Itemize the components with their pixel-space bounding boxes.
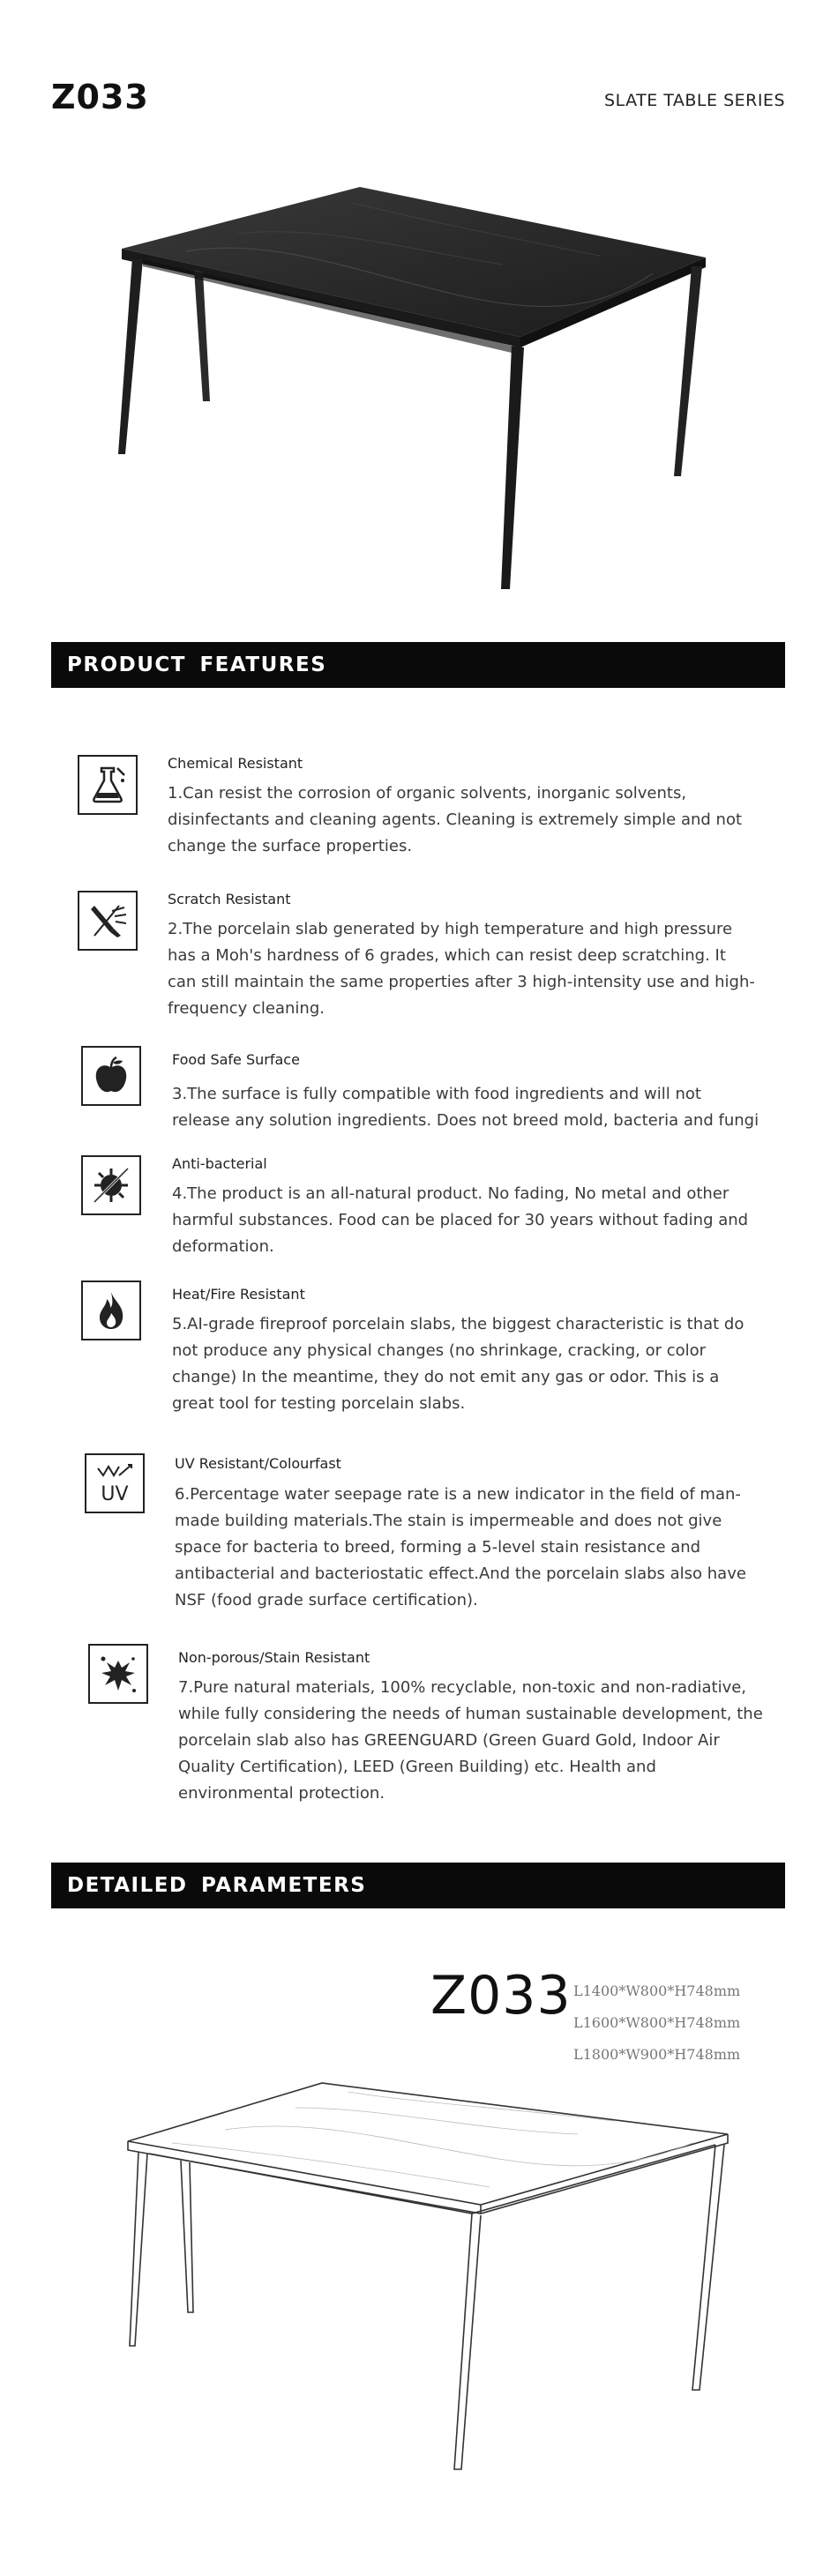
feature-name: Anti-bacterial xyxy=(172,1155,267,1172)
feature-description: 6.Percentage water seepage rate is a new indicator in the field of man-made building materials.The stain is impermeable and does not give space for bacteria to breed, forming a 5-level stain resistance and antibacterial and bacteriostatic effect.And the porcelain slabs also have NSF (food grade surface certification). xyxy=(175,1485,746,1609)
feature-description: 7.Pure natural materials, 100% recyclable, non-toxic and non-radiative, while fully considering the needs of human sustainable development, the porcelain slab also has GREENGUARD (Green Guard Gold, Indoor Air Quality Certification), LEED (Green Building) etc. Health and environmental protection. xyxy=(178,1678,763,1803)
stain-splash-icon xyxy=(88,1644,148,1704)
feature-description: 2.The porcelain slab generated by high temperature and high pressure has a Moh's hardness of 6 grades, which can resist deep scratching. It can still maintain the same properties after 3 high-intensity use and high-frequency cleaning. xyxy=(168,920,755,1018)
feature-description: 4.The product is an all-natural product. No fading, No metal and other harmful substances. Food can be placed for 30 years without fading and deformation. xyxy=(172,1184,749,1256)
flame-icon xyxy=(81,1281,141,1340)
size-list xyxy=(573,1975,740,2071)
feature-description: 1.Can resist the corrosion of organic solvents, inorganic solvents, disinfectants and cleaning agents. Cleaning is extremely simple and not change the surface properties. xyxy=(168,784,743,855)
feature-name: Scratch Resistant xyxy=(168,891,291,907)
chemical-flask-icon xyxy=(78,755,138,815)
apple-icon xyxy=(81,1046,141,1106)
table-product-image xyxy=(106,185,723,609)
size-option: L1400*W800*H748mm xyxy=(573,1982,741,1999)
feature-description: 5.AI-grade fireproof porcelain slabs, the biggest characteristic is that do not produce any physical changes (no shrinkage, cracking, or color change) In the meantime, they do not emit any gas or odor. This is a great tool for testing porcelain slabs. xyxy=(172,1315,744,1413)
bacteria-icon xyxy=(81,1155,141,1215)
feature-name: Heat/Fire Resistant xyxy=(172,1286,305,1303)
uv-icon xyxy=(85,1453,145,1513)
size-option: L1800*W900*H748mm xyxy=(573,2046,741,2063)
feature-description: 3.The surface is fully compatible with food ingredients and will not release any solution ingredients. Does not breed mold, bacteria and fungi xyxy=(172,1085,759,1130)
feature-name: UV Resistant/Colourfast xyxy=(175,1455,341,1472)
model-title: Z033 xyxy=(51,78,149,116)
series-title: SLATE TABLE SERIES xyxy=(604,91,785,110)
detailed-parameters-header: DETAILED PARAMETERS xyxy=(51,1863,785,1908)
uv-icon-text: UV xyxy=(101,1483,129,1505)
knife-scratch-icon xyxy=(78,891,138,951)
table-line-drawing xyxy=(119,2081,737,2478)
feature-name: Non-porous/Stain Resistant xyxy=(178,1649,370,1666)
product-features-header: PRODUCT FEATURES xyxy=(51,642,785,688)
feature-name: Chemical Resistant xyxy=(168,755,303,772)
parameters-model: Z033 xyxy=(430,1965,572,2027)
size-option: L1600*W800*H748mm xyxy=(573,2014,741,2031)
feature-name: Food Safe Surface xyxy=(172,1051,300,1068)
